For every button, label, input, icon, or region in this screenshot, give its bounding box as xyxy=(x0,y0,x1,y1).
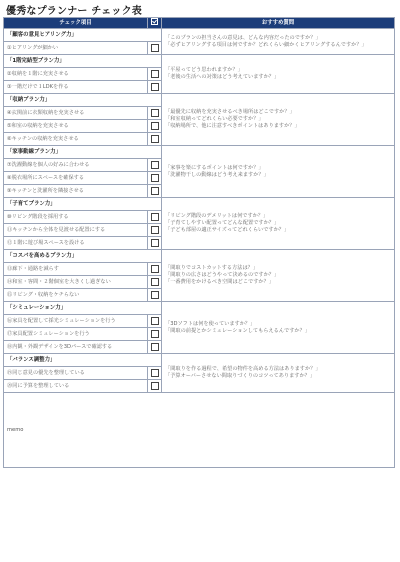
checkbox[interactable] xyxy=(151,369,159,377)
checkbox[interactable] xyxy=(151,122,159,130)
checkbox[interactable] xyxy=(151,174,159,182)
checklist-item-label: ⑦洗濯動線を個人の好みに合わせる xyxy=(4,159,148,172)
checklist-item-label: ⑳同に予算を整理している xyxy=(4,380,148,393)
checklist-item-label: ⑮リビング・収納をケチらない xyxy=(4,289,148,302)
recommended-questions: 「平屋ってどう思われますか？」 「老後の生活への対策はどう考えていますか？」 xyxy=(162,55,395,94)
checklist-item-label: ①ヒアリングが細かい xyxy=(4,42,148,55)
category-title: 「顧客の意見ヒアリング力」 xyxy=(4,29,162,42)
checkbox-cell xyxy=(148,172,162,185)
checkbox-cell xyxy=(148,289,162,302)
recommended-questions: 「3Dソフトは何を使っていますか？」 「間取の前提とかシミュレーションしてもらえるんですか？」 xyxy=(162,302,395,354)
checklist-item-label: ④玄関前に衣類収納を充実させる xyxy=(4,107,148,120)
checkbox[interactable] xyxy=(151,70,159,78)
checkbox[interactable] xyxy=(151,109,159,117)
checkbox-cell xyxy=(148,341,162,354)
memo-area[interactable] xyxy=(4,393,395,468)
checkbox-cell xyxy=(148,68,162,81)
category-title: 「バランス調整力」 xyxy=(4,354,162,367)
memo-label: memo xyxy=(7,426,24,433)
category-title: 「1階完結型プラン力」 xyxy=(4,55,162,68)
checklist-item-label: ⑧脱衣場所にスペースを確保する xyxy=(4,172,148,185)
checkbox[interactable] xyxy=(151,161,159,169)
memo-row xyxy=(4,393,395,468)
checkbox[interactable] xyxy=(151,44,159,52)
category-row xyxy=(4,302,395,315)
checkbox[interactable] xyxy=(151,226,159,234)
recommended-questions: 「間取りでコストカットする方法は？」 「間取りの広さはどうやって決めるのですか？」 「一番費用をかけるべき空間はどこですか？」 xyxy=(162,250,395,302)
category-row xyxy=(4,55,395,68)
page-title: 優秀なプランナー チェック表 xyxy=(6,6,142,17)
category-title: 「収納プラン力」 xyxy=(4,94,162,107)
checkbox[interactable] xyxy=(151,265,159,273)
checkbox[interactable] xyxy=(151,213,159,221)
checkbox-cell xyxy=(148,211,162,224)
checklist-item-label: ⑤和室の収納を充実させる xyxy=(4,120,148,133)
category-row xyxy=(4,250,395,263)
recommended-questions: 「間取りを作る過程で、希望の物件を高める方法はありますか？」 「予算オーバーさせない間取りづくりのコツってありますか？」 xyxy=(162,354,395,393)
checklist-item-label: ⑯家具を配置して採光シミュレーションを行う xyxy=(4,315,148,328)
checklist-body xyxy=(4,29,395,393)
checkbox[interactable] xyxy=(151,187,159,195)
checkbox-cell xyxy=(148,159,162,172)
checkbox-cell xyxy=(148,263,162,276)
checklist-item-label: ⑩リビング階段を採用する xyxy=(4,211,148,224)
checkbox-cell xyxy=(148,237,162,250)
recommended-questions: 「家事を楽にするポイントは何ですか？」 「洗濯物干しの動線はどう考え来ますか？」 xyxy=(162,146,395,198)
checkbox[interactable] xyxy=(151,317,159,325)
checkbox[interactable] xyxy=(151,330,159,338)
checkbox-cell xyxy=(148,328,162,341)
checklist-item-label: ③一階だけで１LDKを作る xyxy=(4,81,148,94)
header-recommend: おすすめ質問 xyxy=(162,18,395,29)
checklist-item-label: ⑰家具配置シミュレーションを行う xyxy=(4,328,148,341)
recommended-questions: 「最優先に収納を充実させるべき場所はどこですか？」 「和室収納ってどれくらい必要ですか？」 「収納場所で、他に注意すべきポイントはありますか？」 xyxy=(162,94,395,146)
category-row xyxy=(4,354,395,367)
header-check-icon xyxy=(148,18,162,29)
category-title: 「コスパを高めるプラン力」 xyxy=(4,250,162,263)
checklist-table xyxy=(3,17,395,468)
category-row xyxy=(4,29,395,42)
checkbox-cell xyxy=(148,185,162,198)
checkbox[interactable] xyxy=(151,382,159,390)
category-row xyxy=(4,94,395,107)
checkbox-cell xyxy=(148,380,162,393)
checkbox[interactable] xyxy=(151,239,159,247)
header-row xyxy=(4,18,395,29)
checklist-item-label: ②収納を１階に充実させる xyxy=(4,68,148,81)
checkbox[interactable] xyxy=(151,83,159,91)
category-row xyxy=(4,146,395,159)
checkbox[interactable] xyxy=(151,291,159,299)
checkbox-cell xyxy=(148,107,162,120)
checkbox-cell xyxy=(148,315,162,328)
checkbox-cell xyxy=(148,224,162,237)
checklist-item-label: ⑪キッチンから全体を見渡せる配置にする xyxy=(4,224,148,237)
checkbox-cell xyxy=(148,120,162,133)
checkbox-cell xyxy=(148,276,162,289)
checkbox[interactable] xyxy=(151,135,159,143)
category-row xyxy=(4,198,395,211)
checklist-item-label: ⑨キッチンと洗濯所を隣接させる xyxy=(4,185,148,198)
checklist-item-label: ⑬廊下・通路を減らす xyxy=(4,263,148,276)
checkbox-cell xyxy=(148,42,162,55)
checkbox-cell xyxy=(148,81,162,94)
checklist-item-label: ⑱内観・外観デザインを3Dパースで確認する xyxy=(4,341,148,354)
category-title: 「子育てプラン力」 xyxy=(4,198,162,211)
category-title: 「シミュレーション力」 xyxy=(4,302,162,315)
checklist-item-label: ⑥キッチンの収納を充実させる xyxy=(4,133,148,146)
recommended-questions: 「このプランの担当さんの意見は、どんな内容だったのですか？」 「必ずヒアリングする項目は何ですか？どれくらい細かくヒアリングするんですか？」 xyxy=(162,29,395,55)
category-title: 「家事動線プラン力」 xyxy=(4,146,162,159)
header-item: チェック項目 xyxy=(4,18,148,29)
checkbox-cell xyxy=(148,367,162,380)
checkbox[interactable] xyxy=(151,343,159,351)
checklist-item-label: ⑫１階に遊び場スペースを設ける xyxy=(4,237,148,250)
checkbox-cell xyxy=(148,133,162,146)
checkbox[interactable] xyxy=(151,278,159,286)
checklist-item-label: ⑭和室・客間・２階個室を大きくし過ぎない xyxy=(4,276,148,289)
recommended-questions: 「リビング階段のデメリットは何ですか？」 「子育てしやすい配置ってどんな配置ですか？」 「子ども部屋の適正サイズってどれくらいですか？」 xyxy=(162,198,395,250)
checklist-item-label: ⑲同じ意見の優先を整理している xyxy=(4,367,148,380)
